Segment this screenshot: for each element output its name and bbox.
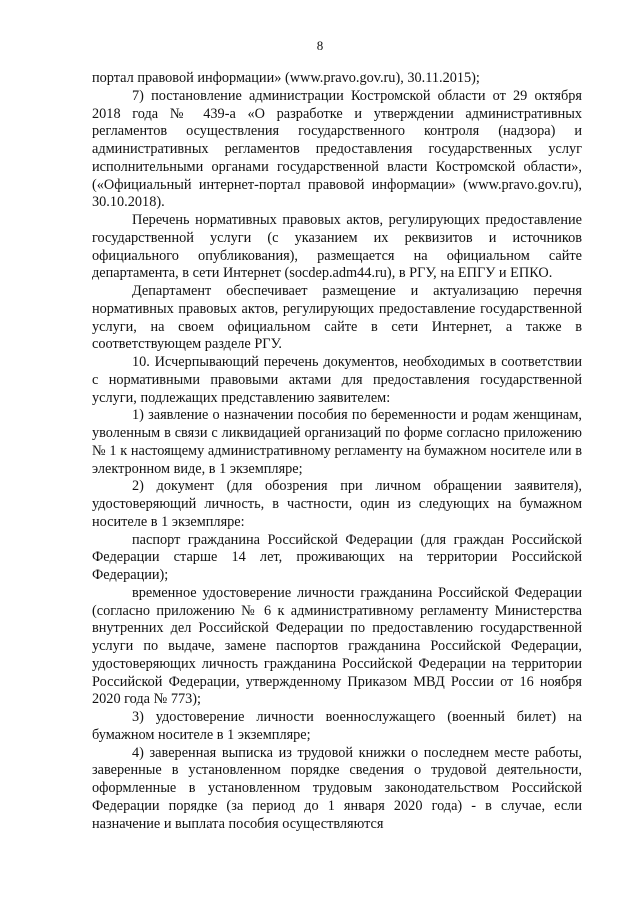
paragraph-legal-acts-list: Перечень нормативных правовых актов, регулирующих предоставление государственной услуги (с указанием их реквизитов и источников официального опубликования), размещается на официальном сайте департамента, в сети Интернет (socdep.adm44.ru), в РГУ, на ЕПГУ и ЕПКО. — [92, 212, 582, 282]
list-item-temporary-id: временное удостоверение личности гражданина Российской Федерации (согласно приложению № 6 к административному регламенту Министерства внутренних дел Российской Федерации по предоставлению государственной услуги по выдаче, замене паспортов гражданина Российской Федерации, удостоверяющих личность гражданина Российской Федерации на территории Российской Федерации, утвержденному Приказом МВД России от 16 ноября 2020 года № 773); — [92, 584, 582, 708]
list-item-passport: паспорт гражданина Российской Федерации (для граждан Российской Федерации старше 14 лет, проживающих на территории Российской Федерации); — [92, 531, 582, 583]
page-number: 8 — [316, 38, 324, 53]
list-item-2-identity-document: 2) документ (для обозрения при личном обращении заявителя), удостоверяющий личность, в частности, один из следующих на бумажном носителе в 1 экземпляре: — [92, 478, 582, 530]
paragraph-item-7: 7) постановление администрации Костромской области от 29 октября 2018 года № 439-а «О разработке и утверждении административных регламентов осуществления государственного контроля (надзора) и административных регламентов предоставления государственных услуг исполнительными органами государственной власти Костромской области», («Официальный интернет-портал правовой информации» (www.pravo.gov.ru), 30.10.2018). — [92, 87, 582, 211]
list-item-4-employment-record: 4) заверенная выписка из трудовой книжки о последнем месте работы, заверенные в установленном порядке сведения о трудовой деятельности, оформленные в установленном трудовым законодательством Российской Федерации порядке (за период до 1 января 2020 года) - в случае, если назначение и выплата пособия осуществляются — [92, 744, 582, 832]
list-item-3-military-id: 3) удостоверение личности военнослужащего (военный билет) на бумажном носителе в 1 экземпляре; — [92, 709, 582, 743]
paragraph-portal-continuation: портал правовой информации» (www.pravo.gov.ru), 30.11.2015); — [92, 70, 480, 86]
document-body — [92, 70, 582, 833]
list-item-1-application: 1) заявление о назначении пособия по беременности и родам женщинам, уволенным в связи с ликвидацией организаций по форме согласно приложению № 1 к настоящему административному регламенту на бумажном носителе или в электронном виде, в 1 экземпляре; — [92, 407, 582, 477]
paragraph-section-10: 10. Исчерпывающий перечень документов, необходимых в соответствии с нормативными правовыми актами для предоставления государственной услуги, подлежащих представлению заявителем: — [92, 354, 582, 406]
paragraph-department-updates: Департамент обеспечивает размещение и актуализацию перечня нормативных правовых актов, регулирующих предоставление государственной услуги, на своем официальном сайте в сети Интернет, а также в соответствующем разделе РГУ. — [92, 283, 582, 353]
